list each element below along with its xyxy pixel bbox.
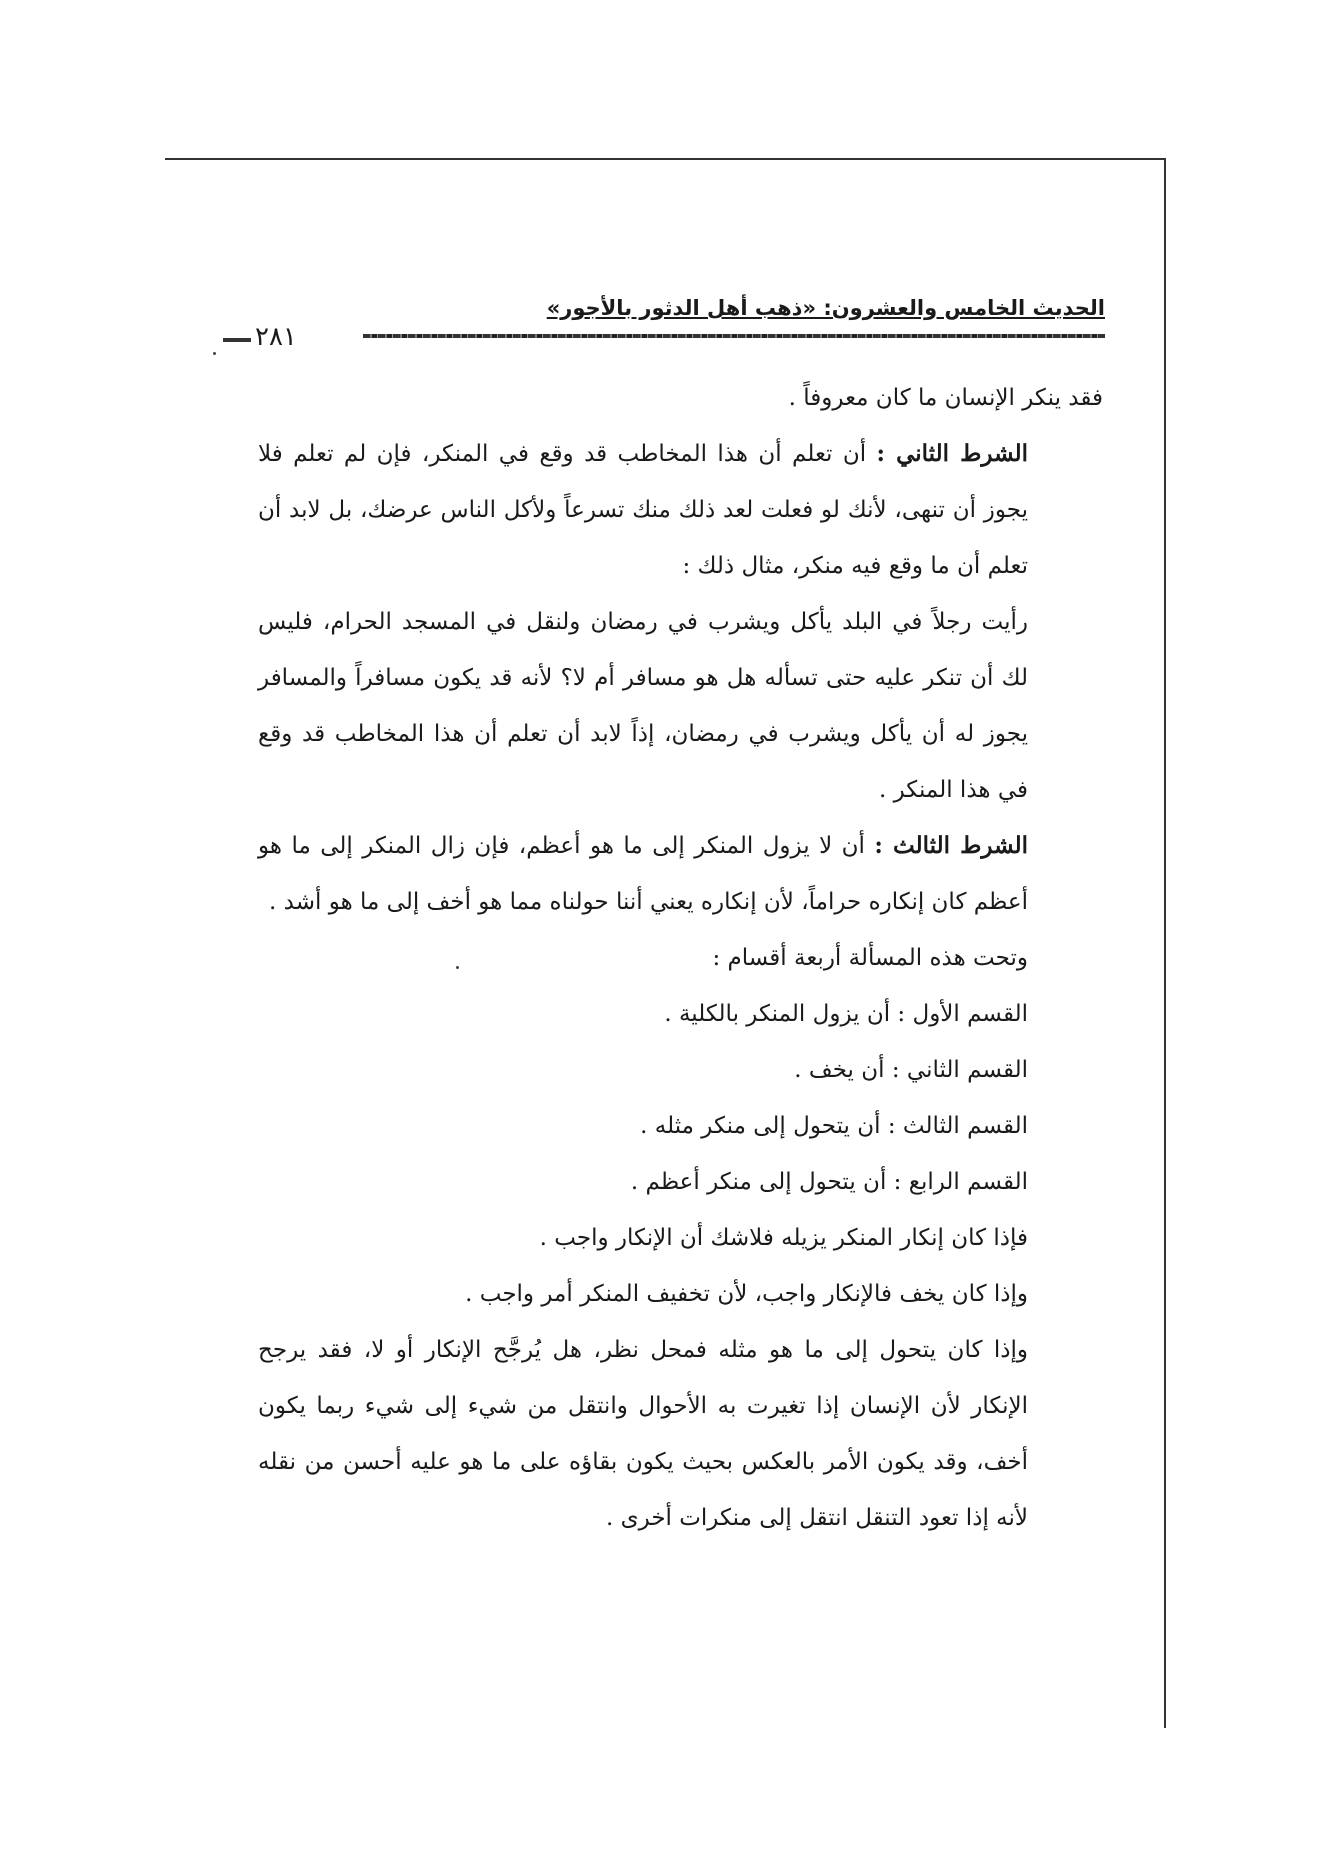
paragraph: فقد ينكر الإنسان ما كان معروفاً . (788, 385, 1103, 411)
page-number: ٢٨١ (255, 322, 297, 352)
running-title: الحديث الخامس والعشرون: «ذهب أهل الدثور بالأجور» (546, 296, 1105, 320)
paragraph: فإذا كان إنكار المنكر يزيله فلاشك أن الإنكار واجب . (539, 1225, 1028, 1251)
body-text (258, 370, 1103, 1546)
paragraph: وإذا كان يتحول إلى ما هو مثله فمحل نظر، هل يُرجَّح الإنكار أو لا، فقد يرجح الإنكار لأن الإنسان إذا تغيرت به الأحوال وانتقل من شيء إلى شيء ربما يكون أخف، وقد يكون الأمر بالعكس بحيث يكون بقاؤه على ما هو عليه أحسن من نقله لأنه إذا تعود التنقل انتقل إلى منكرات أخرى . (258, 1337, 1028, 1531)
page-frame-top-line (165, 158, 1165, 160)
list-item: القسم الرابع : أن يتحول إلى منكر أعظم . (630, 1169, 1028, 1195)
page-frame-right-line (1164, 158, 1166, 1728)
page-header (255, 296, 1105, 356)
list-item: القسم الأول : أن يزول المنكر بالكلية . (664, 1001, 1028, 1027)
header-rule (363, 334, 1105, 338)
scan-speck (213, 352, 216, 355)
list-item: القسم الثاني : أن يخف . (794, 1057, 1028, 1083)
paragraph: وإذا كان يخف فالإنكار واجب، لأن تخفيف المنكر أمر واجب . (465, 1281, 1028, 1307)
paragraph: وتحت هذه المسألة أربعة أقسام : (712, 945, 1028, 971)
paragraph: الشرط الثاني : أن تعلم أن هذا المخاطب قد وقع في المنكر، فإن لم تعلم فلا يجوز أن تنهى، لأنك لو فعلت لعد ذلك منك تسرعاً ولأكل الناس عرضك، بل لابد أن تعلم أن ما وقع فيه منكر، مثال ذلك : (258, 440, 1028, 579)
paragraph: رأيت رجلاً في البلد يأكل ويشرب في رمضان ولنقل في المسجد الحرام، فليس لك أن تنكر عليه حتى تسأله هل هو مسافر أم لا؟ لأنه قد يكون مسافراً والمسافر يجوز له أن يأكل ويشرب في رمضان، إذاً لابد أن تعلم أن هذا المخاطب قد وقع في هذا المنكر . (258, 609, 1028, 803)
condition-label: الشرط الثالث : (874, 832, 1029, 859)
paragraph: الشرط الثالث : أن لا يزول المنكر إلى ما هو أعظم، فإن زال المنكر إلى ما هو أعظم كان إنكاره حراماً، لأن إنكاره يعني أننا حولناه مما هو أخف إلى ما هو أشد . (258, 832, 1029, 915)
list-item: القسم الثالث : أن يتحول إلى منكر مثله . (640, 1113, 1028, 1139)
condition-label: الشرط الثاني : (876, 440, 1028, 467)
